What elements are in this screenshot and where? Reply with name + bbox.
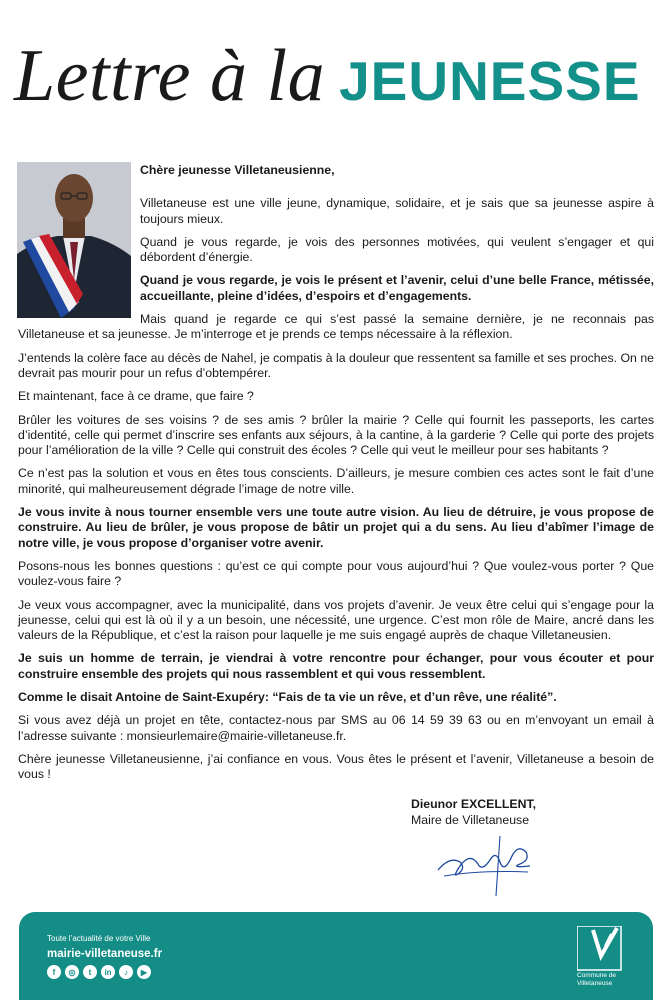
paragraph: Chère jeunesse Villetaneusienne, j’ai confiance en vous. Vous êtes le présent et l’avenir, Villetaneuse a besoin de vous ! — [18, 751, 654, 782]
logo-caption-line: Commune de — [577, 972, 617, 979]
footer-banner — [19, 912, 653, 1000]
paragraph: Mais quand je regarde ce qui s’est passé la semaine dernière, je ne reconnais pas Villetaneuse et sa jeunesse. Je m’interroge et je prends ce temps nécessaire à la réflexion. — [18, 312, 654, 342]
paragraph-bold: Je vous invite à nous tourner ensemble vers une toute autre vision. Au lieu de détruire, je vous propose de construire. Au lieu de brûler, je vous propose de bâtir un projet qui a du sens. Au lieu d’abîmer l’image de notre ville, je vous propose d’organiser votre avenir. — [18, 505, 654, 550]
social-icons — [47, 965, 151, 979]
logo-caption — [577, 972, 637, 987]
website-link[interactable]: mairie-villetaneuse.fr — [47, 948, 163, 960]
paragraph: Ce n’est pas la solution et vous en êtes tous conscients. D’ailleurs, je mesure combien ces actes sont le fait d’une minorité, qui malheureusement dégrade l’image de notre ville. — [18, 466, 654, 496]
paragraph-bold: Quand je vous regarde, je vois le présent et l’avenir, celui d’une belle France, métissée, accueillante, pleine d’idées, d’espoirs et d’engagements. — [140, 273, 654, 303]
paragraph: Quand je vous regarde, je vois des personnes motivées, qui veulent s’engager et qui débordent d’énergie. — [140, 234, 654, 265]
quote: Comme le disait Antoine de Saint-Exupéry: “Fais de ta vie un rêve, et d’un rêve, une réalité”. — [18, 690, 557, 705]
tiktok-icon[interactable]: ♪ — [119, 965, 133, 979]
page-title — [14, 34, 641, 117]
footer-tagline: Toute l’actualité de votre Ville — [47, 934, 151, 943]
paragraph: Villetaneuse est une ville jeune, dynamique, solidaire, et je sais que sa jeunesse aspire à toujours mieux. — [140, 196, 654, 226]
paragraph: Posons-nous les bonnes questions : qu’est ce qui compte pour vous aujourd’hui ? Que voulez-vous porter ? Que voulez-vous faire ? — [18, 558, 654, 589]
letter-greeting: Chère jeunesse Villetaneusienne, — [140, 163, 335, 177]
paragraph: J’entends la colère face au décès de Nahel, je compatis à la douleur que ressentent sa famille et ses proches. On ne devrait pas mourir pour un refus d’obtempérer. — [18, 350, 654, 380]
signature-block — [411, 796, 536, 828]
youtube-icon[interactable]: ▶ — [137, 965, 151, 979]
signatory-name: Dieunor EXCELLENT, — [411, 797, 537, 811]
instagram-icon[interactable]: ◎ — [65, 965, 79, 979]
paragraph: Je veux vous accompagner, avec la municipalité, dans vos projets d’avenir. Je veux être celui qui s’engage pour la jeunesse, celui qui est là où il y a un besoin, une nécessité, une urgence. C’est mon rôle de Maire, ancré dans les valeurs de la République, et c’est la raison pour laquelle je me suis engagé auprès de chaque Villetaneusien. — [18, 597, 654, 643]
paragraph-bold: Je suis un homme de terrain, je viendrai à votre rencontre pour échanger, pour vous écouter et pour construire ensemble des projets qui nous rassemblent et qui vous ressemblent. — [18, 651, 654, 681]
paragraph: Et maintenant, face à ce drame, que faire ? — [18, 389, 254, 404]
logo-caption-line: Villetaneuse — [577, 979, 613, 987]
title-script: Lettre à la — [14, 35, 326, 117]
title-highlight: JEUNESSE — [339, 50, 641, 112]
twitter-icon[interactable]: t — [83, 965, 97, 979]
linkedin-icon[interactable]: in — [101, 965, 115, 979]
signatory-role: Maire de Villetaneuse — [411, 813, 530, 827]
photo-spacer — [18, 163, 140, 317]
letter-body — [18, 163, 654, 791]
facebook-icon[interactable]: f — [47, 965, 61, 979]
paragraph: Brûler les voitures de ses voisins ? de ses amis ? brûler la mairie ? Celle qui fournit les passeports, les cartes d’identité, celle qui permet d’inscrire ses enfants aux séjours, à la cantine, à la garderie ? Celle qui porte des projets pour l’amélioration de la ville ? Celle qui construit des écoles ? Celle qui veut le meilleur pour ses habitants ? — [18, 412, 654, 458]
paragraph: Si vous avez déjà un projet en tête, contactez-nous par SMS au 06 14 59 39 63 ou en m’envoyant un email à l’adresse suivante : monsieurlemaire@mairie-villetaneuse.fr. — [18, 713, 654, 743]
handwritten-signature — [430, 826, 540, 898]
